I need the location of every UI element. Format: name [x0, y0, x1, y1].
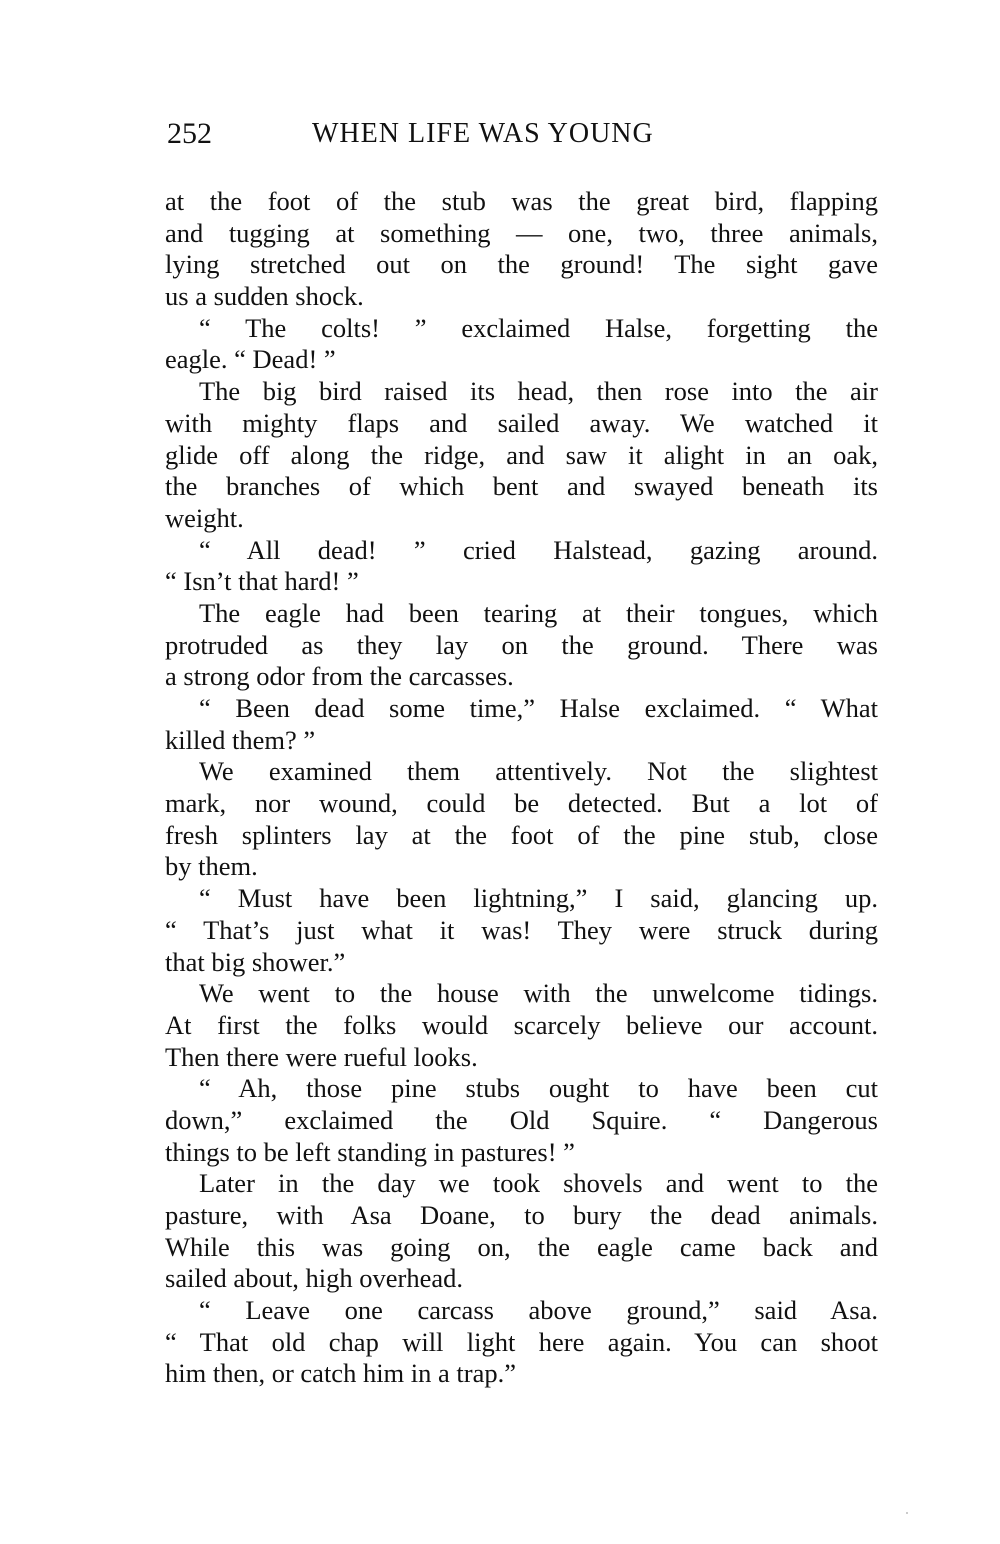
text-line: Then there were rueful looks.	[165, 1041, 478, 1072]
text-line: with mighty flaps and sailed away. We watched it	[165, 407, 878, 438]
text-line: Later in the day we took shovels and went to the	[199, 1168, 878, 1199]
text-line: weight.	[165, 502, 244, 533]
text-line: protruded as they lay on the ground. There was	[165, 629, 878, 660]
text-line: and tugging at something — one, two, three animals,	[165, 217, 878, 248]
text-line: at the foot of the stub was the great bird, flapping	[165, 186, 878, 216]
text-line: by them.	[165, 851, 258, 882]
paragraph	[165, 535, 878, 598]
paragraph	[165, 376, 878, 534]
text-line: The eagle had been tearing at their tongues, which	[199, 597, 878, 628]
text-line: “ Ah, those pine stubs ought to have been cut	[199, 1073, 878, 1104]
paragraph	[165, 693, 878, 756]
paragraph	[165, 1295, 878, 1390]
paragraph	[165, 978, 878, 1073]
running-title: WHEN LIFE WAS YOUNG	[312, 118, 654, 149]
paragraph	[165, 883, 878, 978]
text-line: things to be left standing in pastures! ”	[165, 1136, 575, 1167]
paper-speck	[906, 1512, 908, 1514]
text-line: “ Leave one carcass above ground,” said Asa.	[199, 1295, 878, 1326]
text-line: the branches of which bent and swayed beneath its	[165, 471, 878, 502]
paragraph	[165, 313, 878, 376]
text-line: down,” exclaimed the Old Squire. “ Dangerous	[165, 1104, 878, 1135]
text-line: “ Must have been lightning,” I said, glancing up.	[199, 883, 878, 914]
text-line: At first the folks would scarcely believe our account.	[165, 1009, 878, 1040]
paragraph	[165, 186, 878, 313]
text-line: him then, or catch him in a trap.”	[165, 1358, 517, 1389]
text-line: sailed about, high overhead.	[165, 1263, 464, 1294]
text-line: lying stretched out on the ground! The sight gave	[165, 249, 878, 280]
text-line: “ That’s just what it was! They were struck during	[165, 914, 878, 945]
text-line: The big bird raised its head, then rose into the air	[199, 376, 878, 407]
text-line: “ All dead! ” cried Halstead, gazing around.	[199, 534, 878, 565]
text-line: fresh splinters lay at the foot of the pine stub, close	[165, 819, 878, 850]
text-line: glide off along the ridge, and saw it alight in an oak,	[165, 439, 878, 470]
text-line: mark, nor wound, could be detected. But a lot of	[165, 788, 878, 819]
text-line: “ The colts! ” exclaimed Halse, forgetting the	[199, 312, 878, 343]
text-line: “ Been dead some time,” Halse exclaimed. “ What	[199, 693, 878, 723]
text-line: “ Isn’t that hard! ”	[165, 566, 359, 597]
text-line: that big shower.”	[165, 946, 346, 977]
text-line: We examined them attentively. Not the slightest	[199, 756, 878, 787]
text-line: While this was going on, the eagle came back and	[165, 1231, 878, 1262]
paragraph	[165, 598, 878, 693]
page-header	[167, 112, 879, 156]
text-line: “ That old chap will light here again. You can shoot	[165, 1326, 878, 1357]
paragraph	[165, 756, 878, 883]
text-line: pasture, with Asa Doane, to bury the dead animals.	[165, 1200, 878, 1230]
text-line: a strong odor from the carcasses.	[165, 661, 514, 692]
paragraph	[165, 1073, 878, 1168]
page-number: 252	[167, 117, 212, 150]
text-line: We went to the house with the unwelcome tidings.	[199, 978, 878, 1009]
body-text	[165, 186, 878, 1390]
text-line: killed them? ”	[165, 724, 316, 755]
paragraph	[165, 1168, 878, 1295]
text-line: eagle. “ Dead! ”	[165, 344, 336, 375]
text-line: us a sudden shock.	[165, 281, 364, 312]
